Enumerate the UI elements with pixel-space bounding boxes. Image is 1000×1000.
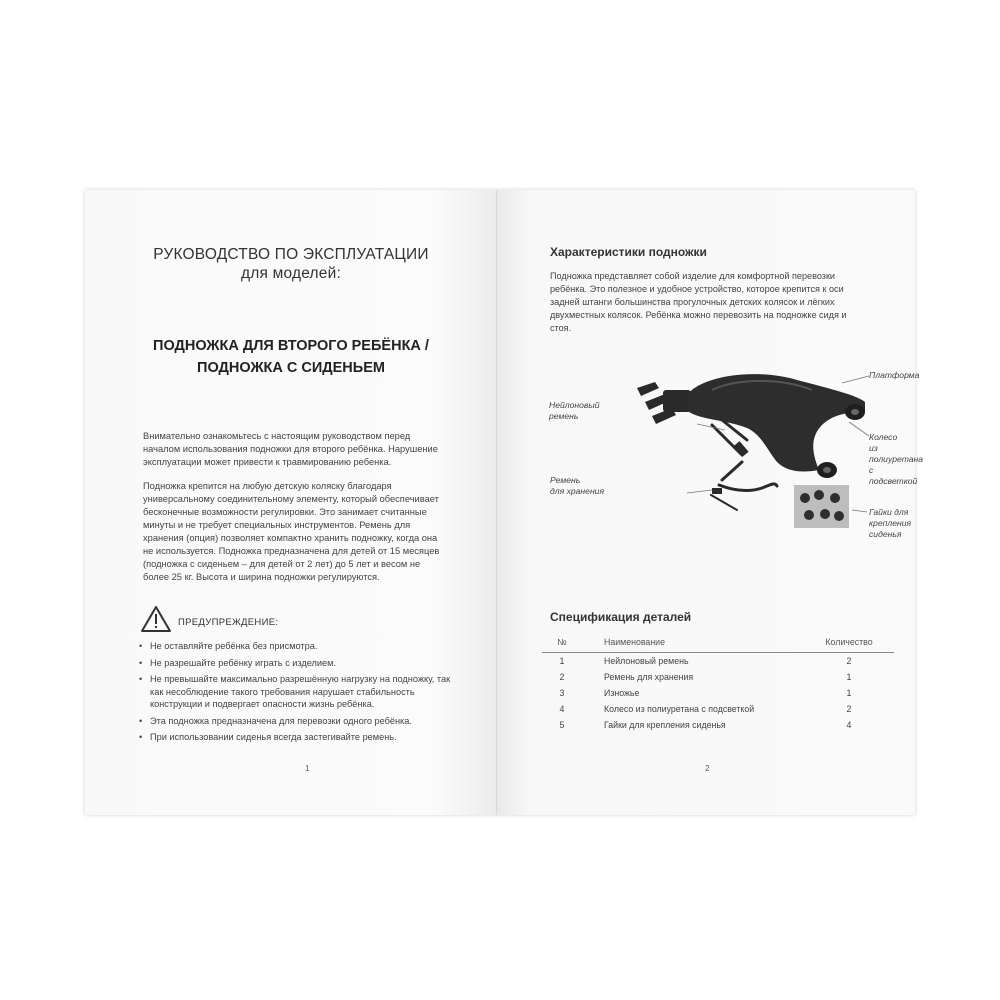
row-qty: 4	[846, 719, 852, 730]
callout-storage-belt	[550, 475, 604, 497]
row-name: Изножье	[604, 687, 640, 698]
warning-text: Не разрешайте ребёнку играть с изделием.	[150, 657, 337, 668]
seat-nuts-image	[794, 485, 849, 528]
callout-storage-belt-line-2: для хранения	[550, 486, 605, 496]
storage-belt-image	[711, 462, 777, 510]
manual-subtitle: для моделей:	[241, 265, 341, 282]
row-qty: 1	[846, 687, 852, 698]
page-number: 2	[705, 764, 710, 773]
bullet-icon: •	[139, 641, 143, 651]
warning-icon	[140, 605, 172, 633]
description-paragraph: Подножка крепится на любую детскую коляску благодаря универсальному соединительному элементу, который обеспечивает бесконечные возможности регулировки. Это занимает считанные минуты и не требует специальных инструментов. Ремень для хранения (опция) позволяет компактно хранить подножку, когда она не используется. Подножка предназначена для детей от 15 месяцев (подножка с сиденьем – для детей от 2 лет) до 5 лет и весом не более 25 кг. Высота и ширина подножки регулируются.	[143, 481, 440, 582]
parts-table	[542, 633, 894, 733]
model-title-line-1: ПОДНОЖКА ДЛЯ ВТОРОГО РЕБЁНКА /	[153, 338, 429, 354]
callout-wheel-line-3: с подсветкой	[869, 465, 918, 486]
intro-paragraph: Внимательно ознакомьтесь с настоящим руководством перед началом использования подножки для второго ребёнка. Нарушение эксплуатации может привести к травмированию ребенка.	[143, 431, 438, 467]
warning-text: Эта подножка предназначена для перевозки одного ребёнка.	[150, 715, 412, 726]
callout-seat-nuts-line-2: сиденья	[869, 529, 902, 539]
warning-title: ПРЕДУПРЕЖДЕНИЕ:	[178, 617, 279, 628]
callout-wheel-line-1: Колесо	[869, 432, 898, 442]
manual-title-line: РУКОВОДСТВО ПО ЭКСПЛУАТАЦИИ	[153, 246, 429, 263]
row-name: Ремень для хранения	[604, 671, 694, 682]
bullet-icon: •	[139, 674, 143, 684]
row-num: 2	[559, 671, 565, 682]
callout-nylon-belt-line-1: Нейлоновый	[549, 400, 600, 410]
row-num: 3	[559, 687, 565, 698]
callout-wheel-line-2: из полиуретана	[869, 443, 924, 464]
callout-storage-belt-line-1: Ремень	[550, 475, 581, 485]
callout-wheel	[869, 432, 923, 487]
header-qty: Количество	[804, 633, 894, 653]
row-name: Колесо из полиуретана с подсветкой	[604, 703, 755, 714]
page-number: 1	[305, 764, 310, 773]
warning-text: Не превышайте максимально разрешённую нагрузку на подножку, так как несоблюдение такого требования нарушает стабильность конструкции и подвергает опасности жизнь ребёнка.	[150, 674, 451, 709]
table-row	[542, 685, 894, 701]
callout-platform-text: Платформа	[869, 370, 920, 380]
warning-item	[137, 640, 457, 653]
table-row	[542, 701, 894, 717]
header-name: Наименование	[582, 633, 804, 653]
callout-nylon-belt-line-2: ремень	[549, 411, 579, 421]
warning-item	[137, 673, 457, 711]
bullet-icon: •	[139, 715, 143, 726]
manual-title	[85, 245, 497, 283]
page-left	[85, 190, 497, 815]
row-name: Гайки для крепления сиденья	[604, 719, 726, 730]
callout-platform	[869, 370, 919, 381]
manual-booklet	[85, 190, 924, 815]
warning-item	[137, 731, 457, 744]
parts-heading: Спецификация деталей	[550, 610, 692, 624]
row-num: 5	[559, 719, 565, 730]
callout-seat-nuts-line-1: Гайки для крепления	[869, 507, 912, 528]
row-num: 4	[559, 703, 565, 714]
specs-heading: Характеристики подножки	[550, 245, 707, 259]
row-qty: 2	[846, 655, 852, 666]
page-right	[497, 190, 924, 815]
bullet-icon: •	[139, 657, 143, 668]
specs-description: Подножка представляет собой изделие для комфортной перевозки ребёнка. Это полезное и удобное устройство, которое крепится к оси задней штанги большинства прогулочных детских колясок и лёгких двухместных колясок. Ребёнка можно перевозить на подножке сидя и стоя.	[550, 271, 847, 333]
table-row	[542, 653, 894, 670]
warning-text: При использовании сиденья всегда застегивайте ремень.	[150, 732, 397, 742]
row-num: 1	[559, 655, 565, 666]
callout-seat-nuts	[869, 507, 915, 540]
model-title-line-2: ПОДНОЖКА С СИДЕНЬЕМ	[197, 360, 385, 376]
warning-text: Не оставляйте ребёнка без присмотра.	[150, 641, 318, 651]
model-title	[85, 335, 497, 379]
row-name: Нейлоновый ремень	[604, 655, 689, 666]
connector-arms-image	[637, 382, 691, 424]
header-num: №	[542, 633, 582, 653]
warning-list	[137, 640, 457, 748]
table-row	[542, 717, 894, 733]
warning-item	[137, 715, 457, 728]
table-row	[542, 669, 894, 685]
bullet-icon: •	[139, 732, 143, 742]
table-header-row	[542, 633, 894, 653]
callout-nylon-belt	[549, 400, 600, 422]
warning-item	[137, 657, 457, 670]
row-qty: 2	[846, 703, 852, 714]
row-qty: 1	[846, 671, 852, 682]
